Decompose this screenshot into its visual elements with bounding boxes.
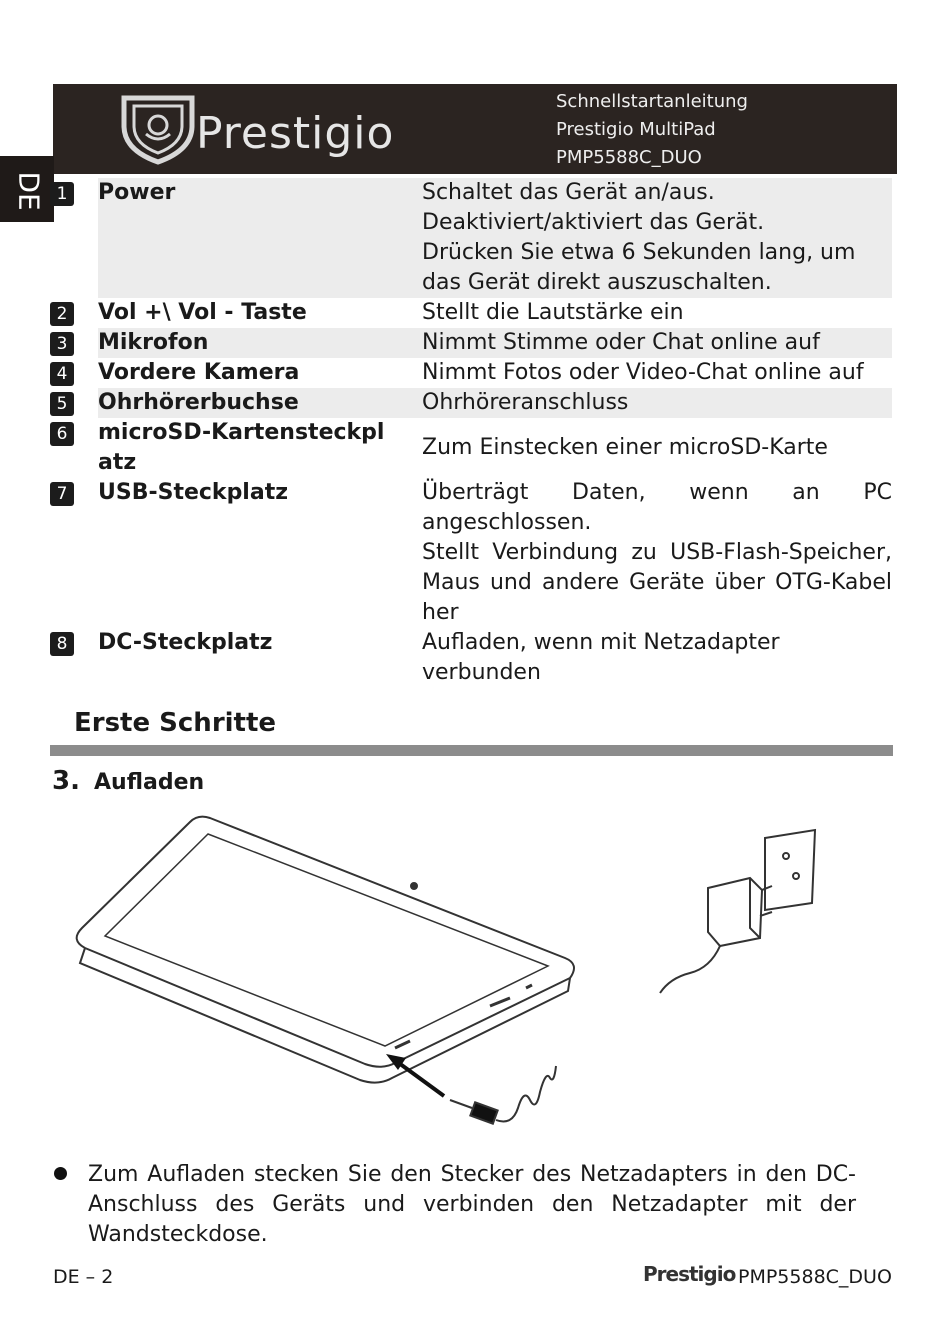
feature-desc: Ohrhöreranschluss [422, 388, 892, 418]
feature-desc: Zum Einstecken einer microSD-Karte [422, 435, 828, 460]
section-title: Erste Schritte [74, 708, 277, 738]
feature-desc: Nimmt Fotos oder Video-Chat online auf [422, 360, 864, 385]
number-badge: 8 [50, 632, 74, 656]
feature-name: Mikrofon [98, 328, 422, 358]
crest-icon [118, 92, 198, 166]
number-badge: 5 [50, 392, 74, 416]
charging-illustration [60, 808, 890, 1138]
arrow-icon [386, 808, 444, 1108]
feature-desc: Stellt die Lautstärke ein [422, 300, 684, 325]
language-label: DE [12, 171, 46, 211]
language-tab [0, 156, 54, 222]
table-row [48, 628, 892, 688]
model-number: PMP5588C_DUO [556, 147, 702, 168]
feature-name: microSD-Kartensteckpl atz [98, 420, 385, 475]
feature-name: DC-Steckplatz [98, 630, 273, 655]
feature-desc: Schaltet das Gerät an/aus. Deaktiviert/aktiviert das Gerät. Drücken Sie etwa 6 Sekunden lang, um das Gerät direkt auszuschalten. [422, 178, 892, 298]
number-badge: 2 [50, 302, 74, 326]
doc-type: Schnellstartanleitung [556, 91, 748, 112]
feature-name: Ohrhörerbuchse [98, 388, 422, 418]
table-row [48, 358, 892, 388]
feature-name: Vordere Kamera [98, 360, 300, 385]
header-info [556, 88, 748, 172]
feature-name: Vol +\ Vol - Taste [98, 300, 307, 325]
product-name: Prestigio MultiPad [556, 119, 716, 140]
number-badge: 3 [50, 332, 74, 356]
feature-table [48, 178, 892, 688]
dc-plug-drawing [450, 1066, 556, 1124]
table-row [48, 298, 892, 328]
table-row [48, 478, 892, 628]
prestigio-logo [118, 92, 438, 166]
feature-desc: Überträgt Daten, wenn an PC angeschlossen. Stellt Verbindung zu USB-Flash-Speicher, Maus und andere Geräte über OTG-Kabel her [422, 480, 892, 625]
number-badge: 7 [50, 482, 74, 506]
table-row [48, 328, 892, 358]
page-header [53, 84, 897, 174]
table-row [48, 388, 892, 418]
footer-model: PMP5588C_DUO [738, 1266, 892, 1288]
tablet-drawing [77, 817, 574, 1083]
feature-desc: Nimmt Stimme oder Chat online auf [422, 328, 892, 358]
brand-wordmark: Prestigio [196, 108, 395, 159]
number-badge: 6 [50, 422, 74, 446]
step-number: 3. [52, 766, 80, 796]
section-divider [50, 745, 893, 756]
feature-name: USB-Steckplatz [98, 480, 289, 505]
feature-name: Power [98, 178, 422, 298]
instruction-text: Zum Aufladen stecken Sie den Stecker des Netzadapters in den DC-Anschluss des Geräts und verbinden den Netzadapter mit der Wandsteckdose. [88, 1162, 856, 1247]
number-badge: 1 [50, 182, 74, 206]
page-number: DE – 2 [53, 1266, 114, 1288]
number-badge: 4 [50, 362, 74, 386]
step-title: Aufladen [94, 770, 205, 795]
wall-charger-drawing [660, 830, 815, 993]
table-row [48, 418, 892, 478]
bullet-icon [54, 1167, 67, 1180]
footer-logo: Prestigio [643, 1262, 736, 1286]
feature-desc: Aufladen, wenn mit Netzadapter verbunden [422, 630, 780, 685]
table-row [48, 178, 892, 298]
